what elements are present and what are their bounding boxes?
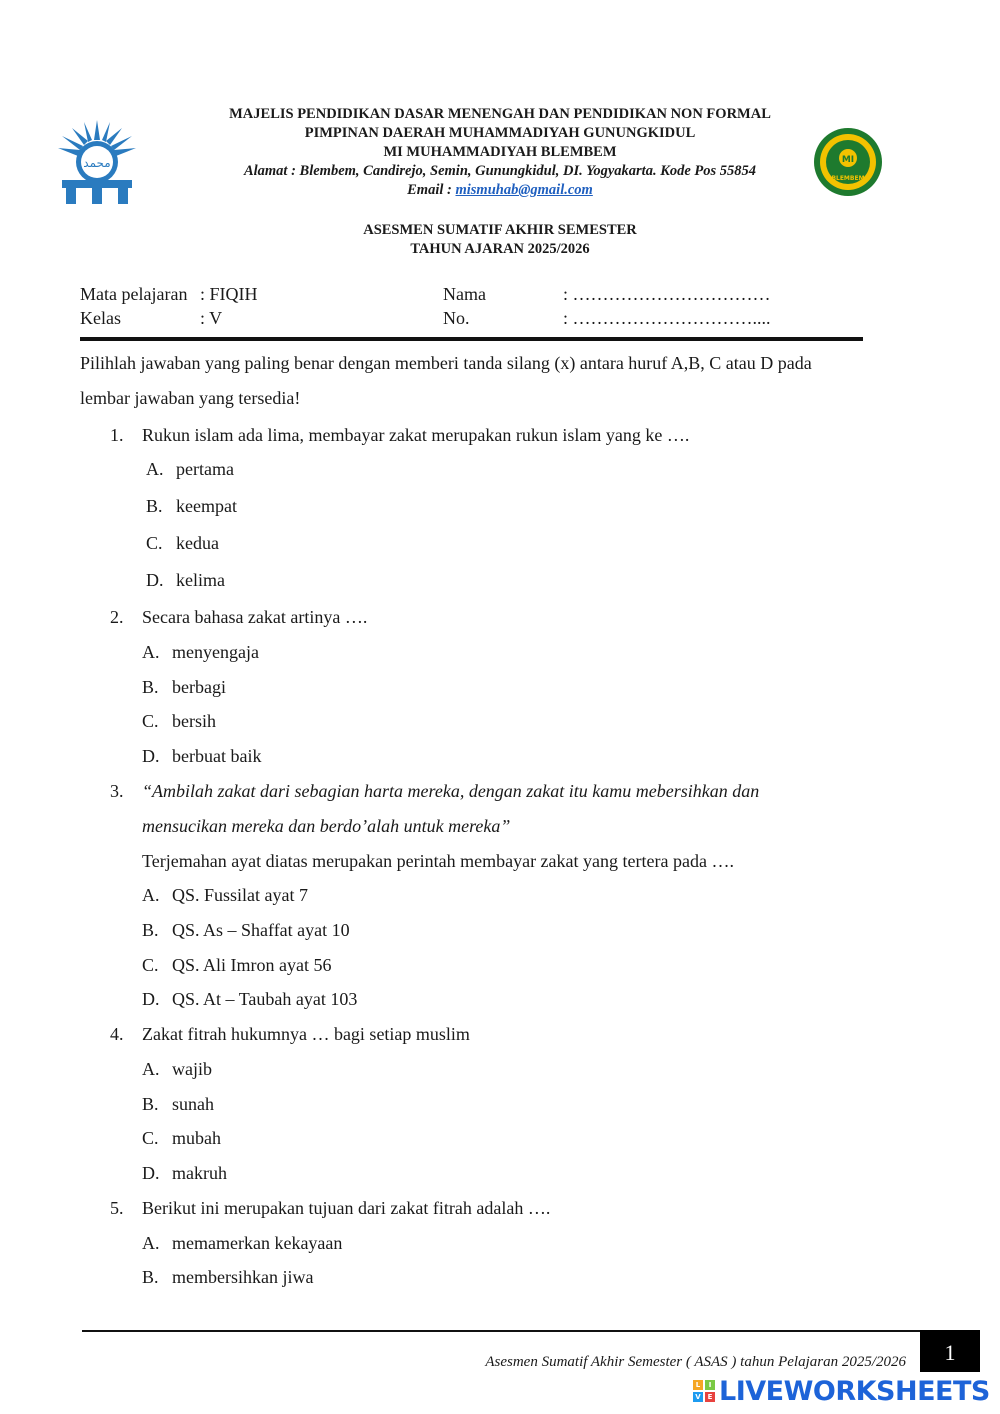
question-number: 5. <box>110 1198 124 1218</box>
option-letter[interactable]: D. <box>142 746 160 766</box>
option-text[interactable]: berbagi <box>172 677 226 697</box>
liveworksheets-logo-icon <box>693 1380 715 1402</box>
badge-center-text: MI <box>841 155 855 165</box>
option-text[interactable]: pertama <box>176 459 234 479</box>
subject-label: Mata pelajaran <box>80 284 188 304</box>
class-label: Kelas <box>80 308 121 328</box>
option-letter[interactable]: A. <box>142 1233 160 1253</box>
header-line-3: MI MUHAMMADIYAH BLEMBEM <box>383 144 617 160</box>
header-email-line <box>160 181 840 200</box>
question-quote-line-1: “Ambilah zakat dari sebagian harta mereka, dengan zakat itu kamu mebersihkan dan <box>142 781 760 801</box>
instruction-line-2: lembar jawaban yang tersedia! <box>80 388 301 408</box>
header-line-2: PIMPINAN DAERAH MUHAMMADIYAH GUNUNGKIDUL <box>304 125 696 141</box>
logo-cell-e: E <box>705 1392 715 1402</box>
question-number: 4. <box>110 1024 124 1044</box>
question-text: Rukun islam ada lima, membayar zakat merupakan rukun islam yang ke …. <box>142 425 690 445</box>
option-text[interactable]: sunah <box>172 1094 214 1114</box>
question-number: 2. <box>110 607 124 627</box>
exam-year: TAHUN AJARAN 2025/2026 <box>410 241 590 257</box>
email-label: Email : <box>407 182 456 198</box>
school-badge-logo <box>812 126 884 198</box>
exam-title: ASESMEN SUMATIF AKHIR SEMESTER <box>363 222 637 238</box>
option-text[interactable]: berbuat baik <box>172 746 262 766</box>
liveworksheets-watermark <box>693 1374 990 1408</box>
header-divider <box>80 337 863 341</box>
option-text[interactable]: bersih <box>172 711 216 731</box>
option-letter[interactable]: B. <box>142 1267 159 1287</box>
option-letter[interactable]: B. <box>142 1094 159 1114</box>
option-text[interactable]: QS. Fussilat ayat 7 <box>172 885 309 905</box>
option-letter[interactable]: C. <box>142 1128 159 1148</box>
badge-bottom-text: BLEMBEM <box>831 175 865 182</box>
class-value: : V <box>200 308 223 328</box>
institution-header <box>160 105 840 200</box>
option-letter[interactable]: A. <box>142 1059 160 1079</box>
option-text[interactable]: membersihkan jiwa <box>172 1267 314 1287</box>
option-text[interactable]: QS. As – Shaffat ayat 10 <box>172 920 350 940</box>
question-number: 3. <box>110 781 124 801</box>
option-letter[interactable]: B. <box>142 920 159 940</box>
logo-cell-l: L <box>693 1380 703 1390</box>
header-address: Alamat : Blembem, Candirejo, Semin, Gunungkidul, DI. Yogyakarta. Kode Pos 55854 <box>243 163 757 179</box>
name-field[interactable]: : …………………………… <box>563 284 771 304</box>
question-quote-line-2: mensucikan mereka dan berdo’alah untuk mereka” <box>142 816 511 836</box>
option-letter[interactable]: B. <box>142 677 159 697</box>
question-text: Secara bahasa zakat artinya …. <box>142 607 368 627</box>
number-label: No. <box>443 308 470 328</box>
logo-cell-v: V <box>693 1392 703 1402</box>
instruction-line-1: Pilihlah jawaban yang paling benar dengan memberi tanda silang (x) antara huruf A,B, C atau D pada <box>80 353 812 373</box>
muhammadiyah-logo <box>52 118 142 206</box>
option-letter[interactable]: C. <box>146 533 163 553</box>
option-letter[interactable]: D. <box>146 570 164 590</box>
footer-divider <box>82 1330 920 1332</box>
email-link[interactable]: mismuhab@gmail.com <box>455 182 593 198</box>
option-text[interactable]: mubah <box>172 1128 221 1148</box>
question-text: Terjemahan ayat diatas merupakan perintah membayar zakat yang tertera pada …. <box>142 851 734 871</box>
question-number: 1. <box>110 425 124 445</box>
option-text[interactable]: wajib <box>172 1059 212 1079</box>
liveworksheets-text: LIVEWORKSHEETS <box>719 1375 990 1407</box>
option-text[interactable]: kelima <box>176 570 225 590</box>
exam-title-block <box>200 221 800 259</box>
option-text[interactable]: QS. Ali Imron ayat 56 <box>172 955 332 975</box>
header-line-1: MAJELIS PENDIDIKAN DASAR MENENGAH DAN PENDIDIKAN NON FORMAL <box>229 106 771 122</box>
subject-value: : FIQIH <box>200 284 258 304</box>
option-letter[interactable]: C. <box>142 711 159 731</box>
logo-arabic-text: محمد <box>83 156 111 170</box>
number-field[interactable]: : ………………………….... <box>563 308 771 328</box>
option-text[interactable]: QS. At – Taubah ayat 103 <box>172 989 358 1009</box>
option-text[interactable]: menyengaja <box>172 642 259 662</box>
option-letter[interactable]: D. <box>142 989 160 1009</box>
option-letter[interactable]: A. <box>146 459 164 479</box>
footer-text: Asesmen Sumatif Akhir Semester ( ASAS ) tahun Pelajaran 2025/2026 <box>485 1354 906 1370</box>
option-letter[interactable]: D. <box>142 1163 160 1183</box>
option-letter[interactable]: A. <box>142 885 160 905</box>
option-letter[interactable]: B. <box>146 496 163 516</box>
logo-cell-i: I <box>705 1380 715 1390</box>
option-text[interactable]: makruh <box>172 1163 227 1183</box>
question-text: Berikut ini merupakan tujuan dari zakat fitrah adalah …. <box>142 1198 551 1218</box>
option-text[interactable]: keempat <box>176 496 237 516</box>
question-text: Zakat fitrah hukumnya … bagi setiap muslim <box>142 1024 470 1044</box>
option-text[interactable]: memamerkan kekayaan <box>172 1233 343 1253</box>
name-label: Nama <box>443 284 486 304</box>
option-letter[interactable]: A. <box>142 642 160 662</box>
option-text[interactable]: kedua <box>176 533 219 553</box>
option-letter[interactable]: C. <box>142 955 159 975</box>
page-number: 1 <box>920 1330 980 1372</box>
